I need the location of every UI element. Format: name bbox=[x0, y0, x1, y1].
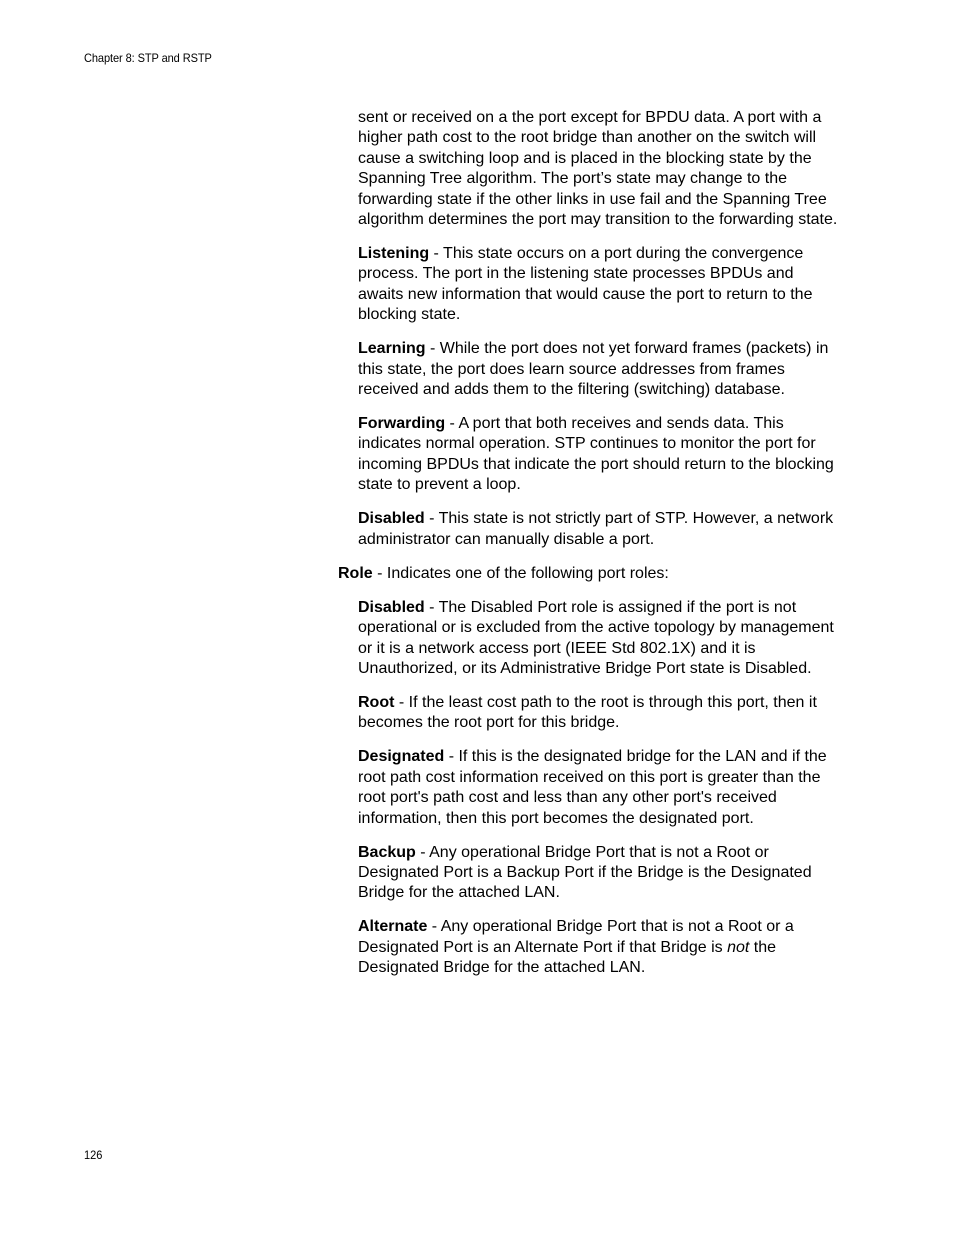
root-role-text: - If the least cost path to the root is through this port, then it becomes the root port for this bridge. bbox=[358, 693, 817, 732]
disabled-role-description bbox=[358, 598, 843, 680]
listening-text: - This state occurs on a port during the convergence process. The port in the listening state processes BPDUs and awaits new information that would cause the port to return to the blocking state. bbox=[358, 245, 813, 324]
alternate-role-text-after: the Designated Bridge for the attached LAN. bbox=[358, 938, 777, 977]
disabled-state-description bbox=[358, 509, 843, 550]
designated-role-text: - If this is the designated bridge for the LAN and if the root path cost information received on this port is greater than the root port's path cost and less than any other port's received information, then this port becomes the designated port. bbox=[358, 748, 827, 827]
forwarding-term: Forwarding bbox=[358, 415, 446, 433]
learning-term: Learning bbox=[358, 340, 426, 358]
learning-state-description bbox=[358, 339, 843, 400]
designated-role-description bbox=[358, 747, 843, 829]
forwarding-state-description bbox=[358, 414, 843, 496]
forwarding-text: - A port that both receives and sends data. This indicates normal operation. STP continues to monitor the port for incoming BPDUs that indicate the port should return to the blocking state to prevent a loop. bbox=[358, 415, 834, 494]
backup-role-term: Backup bbox=[358, 843, 416, 861]
alternate-role-text-before: - Any operational Bridge Port that is not a Root or a Designated Port is an Alternate Port if that Bridge is bbox=[358, 918, 794, 956]
root-role-description bbox=[358, 693, 843, 734]
alternate-role-emphasis: not bbox=[727, 938, 750, 956]
backup-role-description bbox=[358, 843, 843, 904]
learning-text: - While the port does not yet forward frames (packets) in this state, the port does learn source addresses from frames received and adds them to the filtering (switching) database. bbox=[358, 340, 829, 399]
role-term: Role bbox=[338, 564, 373, 582]
listening-term: Listening bbox=[358, 245, 430, 263]
blocking-state-continuation: sent or received on a the port except for BPDU data. A port with a higher path cost to the root bridge than another on the switch will cause a switching loop and is placed in the blocking state by the Spanning Tree algorithm. The port’s state may change to the forwarding state if the other links in use fail and the Spanning Tree algorithm determines the port may transition to the forwarding state. bbox=[358, 109, 838, 229]
listening-state-description bbox=[358, 244, 843, 326]
page-content bbox=[338, 108, 843, 992]
page-number: 126 bbox=[84, 1148, 103, 1162]
disabled-state-term: Disabled bbox=[358, 510, 425, 528]
running-header: Chapter 8: STP and RSTP bbox=[84, 51, 212, 65]
disabled-role-term: Disabled bbox=[358, 598, 425, 616]
disabled-state-text: - This state is not strictly part of STP. However, a network administrator can manually disable a port. bbox=[358, 510, 834, 548]
alternate-role-description bbox=[358, 917, 843, 978]
backup-role-text: - Any operational Bridge Port that is not a Root or Designated Port is a Backup Port if the Bridge is the Designated Bridge for the attached LAN. bbox=[358, 843, 812, 902]
role-description bbox=[338, 564, 843, 584]
designated-role-term: Designated bbox=[358, 748, 445, 766]
root-role-term: Root bbox=[358, 693, 395, 711]
disabled-role-text: - The Disabled Port role is assigned if the port is not operational or is excluded from the active topology by management or it is a network access port (IEEE Std 802.1X) and it is Unauthorized, or its Administrative Bridge Port state is Disabled. bbox=[358, 598, 834, 677]
role-text: - Indicates one of the following port roles: bbox=[372, 564, 669, 582]
alternate-role-term: Alternate bbox=[358, 918, 428, 936]
